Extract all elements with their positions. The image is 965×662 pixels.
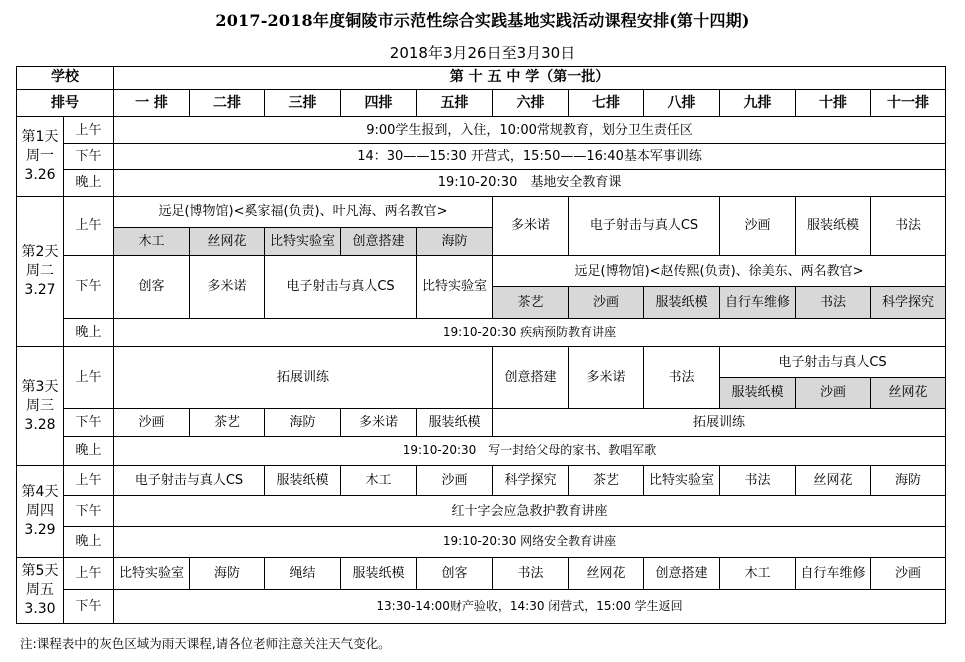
activity-cell: 丝网花 (569, 558, 644, 590)
activity-cell: 书法 (644, 346, 720, 408)
slot-afternoon: 下午 (64, 256, 114, 319)
rain-activity-cell: 比特实验室 (265, 227, 341, 255)
activity-cell: 沙画 (114, 408, 190, 436)
activity-cell: 丝网花 (796, 466, 871, 496)
school-label: 学校 (17, 67, 114, 90)
slot-morning: 上午 (64, 346, 114, 408)
page-title: 2017-2018年度铜陵市示范性综合实践基地实践活动课程安排(第十四期) (215, 11, 750, 30)
activity-cell: 茶艺 (190, 408, 265, 436)
date: 3.30 (24, 601, 56, 617)
activity-cell: 海防 (871, 466, 946, 496)
day5-afternoon-row (17, 590, 946, 624)
activity-cell: 木工 (720, 558, 796, 590)
activity-cell: 多米诺 (341, 408, 417, 436)
activity-cell: 服装纸模 (265, 466, 341, 496)
activity-cell: 沙画 (720, 196, 796, 256)
rain-activity-cell: 木工 (114, 227, 190, 255)
class-header: 十排 (796, 89, 871, 116)
slot-evening: 晚上 (64, 526, 114, 557)
day1-morning-activity: 9:00学生报到，入住，10:00常规教育，划分卫生责任区 (114, 117, 946, 144)
activity-cell: 海防 (265, 408, 341, 436)
slot-afternoon: 下午 (64, 144, 114, 170)
day-number: 第2天 (21, 243, 59, 260)
weekday: 周三 (26, 397, 54, 414)
day2-afternoon-row (17, 256, 946, 287)
class-header: 一 排 (114, 89, 190, 116)
day-number: 第1天 (21, 128, 59, 145)
day1-evening-row (17, 170, 946, 196)
day5-label (17, 558, 64, 624)
day2-afternoon-outing: 远足(博物馆)<赵传熙(负责)、徐美东、两名教官> (493, 256, 946, 287)
day3-morning-training: 拓展训练 (114, 346, 493, 408)
slot-afternoon: 下午 (64, 408, 114, 436)
activity-cell: 创客 (114, 256, 190, 319)
activity-cell: 电子射击与真人CS (114, 466, 265, 496)
slot-morning: 上午 (64, 196, 114, 256)
activity-cell: 创意搭建 (493, 346, 569, 408)
footnote: 注:课程表中的灰色区域为雨天课程,请各位老师注意关注天气变化。 (20, 636, 391, 651)
activity-cell: 多米诺 (190, 256, 265, 319)
weekday: 周四 (26, 503, 54, 520)
day4-label (17, 466, 64, 558)
day3-evening-activity: 19:10-20:30 写一封给父母的家书、教唱军歌 (114, 436, 946, 465)
activity-cell: 比特实验室 (114, 558, 190, 590)
slot-evening: 晚上 (64, 318, 114, 346)
rain-activity-cell: 海防 (417, 227, 493, 255)
day4-morning-row (17, 466, 946, 496)
class-header: 六排 (493, 89, 569, 116)
weekday: 周二 (26, 262, 54, 279)
slot-afternoon: 下午 (64, 590, 114, 624)
class-label: 排号 (17, 89, 114, 116)
day3-label (17, 346, 64, 465)
slot-afternoon: 下午 (64, 496, 114, 526)
class-header: 二排 (190, 89, 265, 116)
class-header: 四排 (341, 89, 417, 116)
day4-afternoon-activity: 红十字会应急救护教育讲座 (114, 496, 946, 526)
day4-afternoon-row (17, 496, 946, 526)
date: 3.26 (24, 166, 56, 183)
school-name: 第 十 五 中 学（第一批） (114, 67, 946, 90)
activity-cell: 木工 (341, 466, 417, 496)
activity-cell: 茶艺 (569, 466, 644, 496)
activity-cell: 服装纸模 (341, 558, 417, 590)
day4-evening-row (17, 526, 946, 557)
rain-activity-cell: 服装纸模 (644, 287, 720, 318)
day1-afternoon-row (17, 144, 946, 170)
activity-cell: 电子射击与真人CS (569, 196, 720, 256)
day2-evening-row (17, 318, 946, 346)
day2-evening-activity: 19:10-20:30 疾病预防教育讲座 (114, 318, 946, 346)
weekday: 周五 (26, 582, 54, 598)
date-range: 2018年3月26日至3月30日 (389, 44, 576, 62)
activity-cell: 创客 (417, 558, 493, 590)
activity-cell: 服装纸模 (796, 196, 871, 256)
day3-evening-row (17, 436, 946, 465)
rain-activity-cell: 丝网花 (871, 378, 946, 408)
activity-cell: 绳结 (265, 558, 341, 590)
day3-morning-cs: 电子射击与真人CS (720, 346, 946, 377)
class-header: 三排 (265, 89, 341, 116)
slot-morning: 上午 (64, 558, 114, 590)
rain-activity-cell: 丝网花 (190, 227, 265, 255)
rain-activity-cell: 书法 (796, 287, 871, 318)
activity-cell: 书法 (871, 196, 946, 256)
activity-cell: 创意搭建 (644, 558, 720, 590)
class-header: 九排 (720, 89, 796, 116)
activity-cell: 沙画 (417, 466, 493, 496)
class-header: 五排 (417, 89, 493, 116)
day1-afternoon-activity: 14：30——15:30 开营式，15:50——16:40基本军事训练 (114, 144, 946, 170)
activity-cell: 书法 (493, 558, 569, 590)
activity-cell: 沙画 (871, 558, 946, 590)
class-header: 十一排 (871, 89, 946, 116)
day5-afternoon-activity: 13:30-14:00财产验收，14:30 闭营式，15:00 学生返回 (114, 590, 946, 624)
activity-cell: 海防 (190, 558, 265, 590)
day2-morning-outing: 远足(博物馆)<奚家福(负责)、叶凡海、两名教官> (114, 196, 493, 227)
slot-morning: 上午 (64, 117, 114, 144)
day3-afternoon-row (17, 408, 946, 436)
activity-cell: 比特实验室 (417, 256, 493, 319)
day1-morning-row (17, 117, 946, 144)
slot-evening: 晚上 (64, 170, 114, 196)
day1-evening-activity: 19:10-20:30 基地安全教育课 (114, 170, 946, 196)
rain-activity-cell: 科学探究 (871, 287, 946, 318)
rain-activity-cell: 茶艺 (493, 287, 569, 318)
day2-morning-row (17, 196, 946, 227)
activity-cell: 电子射击与真人CS (265, 256, 417, 319)
weekday: 周一 (26, 147, 54, 164)
class-header: 八排 (644, 89, 720, 116)
rain-activity-cell: 服装纸模 (720, 378, 796, 408)
slot-morning: 上午 (64, 466, 114, 496)
date: 3.27 (24, 281, 56, 298)
day5-morning-row (17, 558, 946, 590)
class-header: 七排 (569, 89, 644, 116)
rain-activity-cell: 自行车维修 (720, 287, 796, 318)
day-number: 第4天 (21, 484, 59, 501)
day1-label (17, 117, 64, 196)
activity-cell: 科学探究 (493, 466, 569, 496)
day-number: 第5天 (21, 563, 59, 579)
activity-cell: 比特实验室 (644, 466, 720, 496)
activity-cell: 服装纸模 (417, 408, 493, 436)
schedule-table (16, 66, 946, 624)
activity-cell: 多米诺 (493, 196, 569, 256)
slot-evening: 晚上 (64, 436, 114, 465)
day3-morning-row (17, 346, 946, 377)
rain-activity-cell: 沙画 (569, 287, 644, 318)
rain-activity-cell: 沙画 (796, 378, 871, 408)
activity-cell: 多米诺 (569, 346, 644, 408)
date: 3.28 (24, 416, 56, 433)
date: 3.29 (24, 522, 56, 539)
day-number: 第3天 (21, 378, 59, 395)
activity-cell: 书法 (720, 466, 796, 496)
day4-evening-activity: 19:10-20:30 网络安全教育讲座 (114, 526, 946, 557)
activity-cell: 自行车维修 (796, 558, 871, 590)
day2-label (17, 196, 64, 346)
school-row (17, 67, 946, 90)
day3-afternoon-training: 拓展训练 (493, 408, 946, 436)
rain-activity-cell: 创意搭建 (341, 227, 417, 255)
class-row (17, 89, 946, 116)
